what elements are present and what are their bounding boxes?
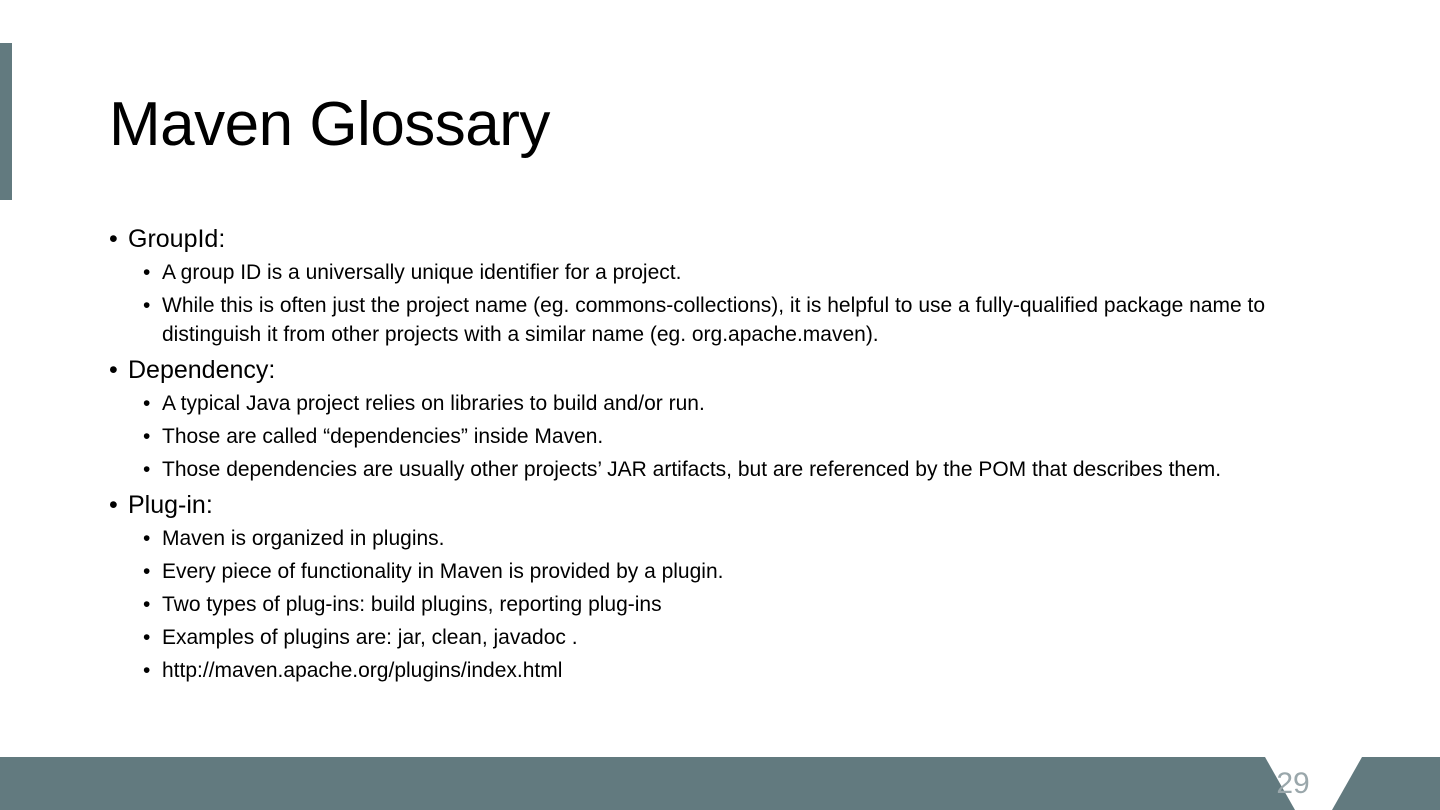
bullet-icon: •	[109, 225, 118, 253]
bullet-icon: •	[143, 294, 151, 317]
definition-item	[128, 422, 1319, 451]
bullet-icon: •	[143, 261, 151, 284]
bullet-icon: •	[143, 626, 151, 649]
glossary-list	[109, 222, 1319, 685]
bullet-icon: •	[143, 593, 151, 616]
definition-list	[128, 524, 1319, 685]
bullet-icon: •	[143, 659, 151, 682]
definition-text: Every piece of functionality in Maven is provided by a plugin.	[162, 560, 724, 583]
definition-text: Those are called “dependencies” inside Maven.	[162, 425, 604, 448]
slide-title: Maven Glossary	[109, 90, 550, 159]
page-number: 29	[1276, 767, 1310, 800]
definition-item	[128, 258, 1319, 287]
bullet-icon: •	[143, 392, 151, 415]
definition-text: Examples of plugins are: jar, clean, javadoc .	[162, 626, 578, 649]
definition-item	[128, 623, 1319, 652]
bullet-icon: •	[143, 425, 151, 448]
bullet-icon: •	[143, 527, 151, 550]
definition-item	[128, 557, 1319, 586]
definition-text: A group ID is a universally unique identifier for a project.	[162, 261, 682, 284]
bullet-icon: •	[109, 356, 118, 384]
slide-content	[109, 222, 1319, 689]
definition-text: Those dependencies are usually other projects’ JAR artifacts, but are referenced by the POM that describes them.	[162, 458, 1222, 481]
glossary-term: Plug-in:	[128, 491, 213, 519]
plugins-link[interactable]: http://maven.apache.org/plugins/index.html	[162, 659, 563, 682]
bullet-icon: •	[143, 560, 151, 583]
definition-item	[128, 656, 1319, 685]
definition-list	[128, 389, 1319, 484]
definition-text: Maven is organized in plugins.	[162, 527, 445, 550]
definition-list	[128, 258, 1319, 349]
definition-item	[128, 291, 1319, 349]
glossary-item-dependency	[109, 353, 1319, 484]
footer-right-band	[1332, 757, 1440, 810]
definition-item	[128, 524, 1319, 553]
bullet-icon: •	[143, 458, 151, 481]
footer-band	[0, 757, 1440, 810]
glossary-term: Dependency:	[128, 356, 276, 384]
glossary-term: GroupId:	[128, 225, 226, 253]
definition-item	[128, 455, 1319, 484]
definition-text: Two types of plug-ins: build plugins, reporting plug-ins	[162, 593, 662, 616]
definition-text: While this is often just the project name (eg. commons-collections), it is helpful to use a fully-qualified package name to distinguish it from other projects with a similar name (eg. org.apache.maven).	[162, 294, 1266, 346]
definition-item	[128, 389, 1319, 418]
footer-shape	[0, 757, 1440, 810]
definition-item	[128, 590, 1319, 619]
glossary-item-groupid	[109, 222, 1319, 349]
bullet-icon: •	[109, 491, 118, 519]
definition-text: A typical Java project relies on libraries to build and/or run.	[162, 392, 705, 415]
title-accent-bar	[0, 43, 12, 200]
footer-left-band	[0, 757, 1295, 810]
glossary-item-plugin	[109, 488, 1319, 685]
